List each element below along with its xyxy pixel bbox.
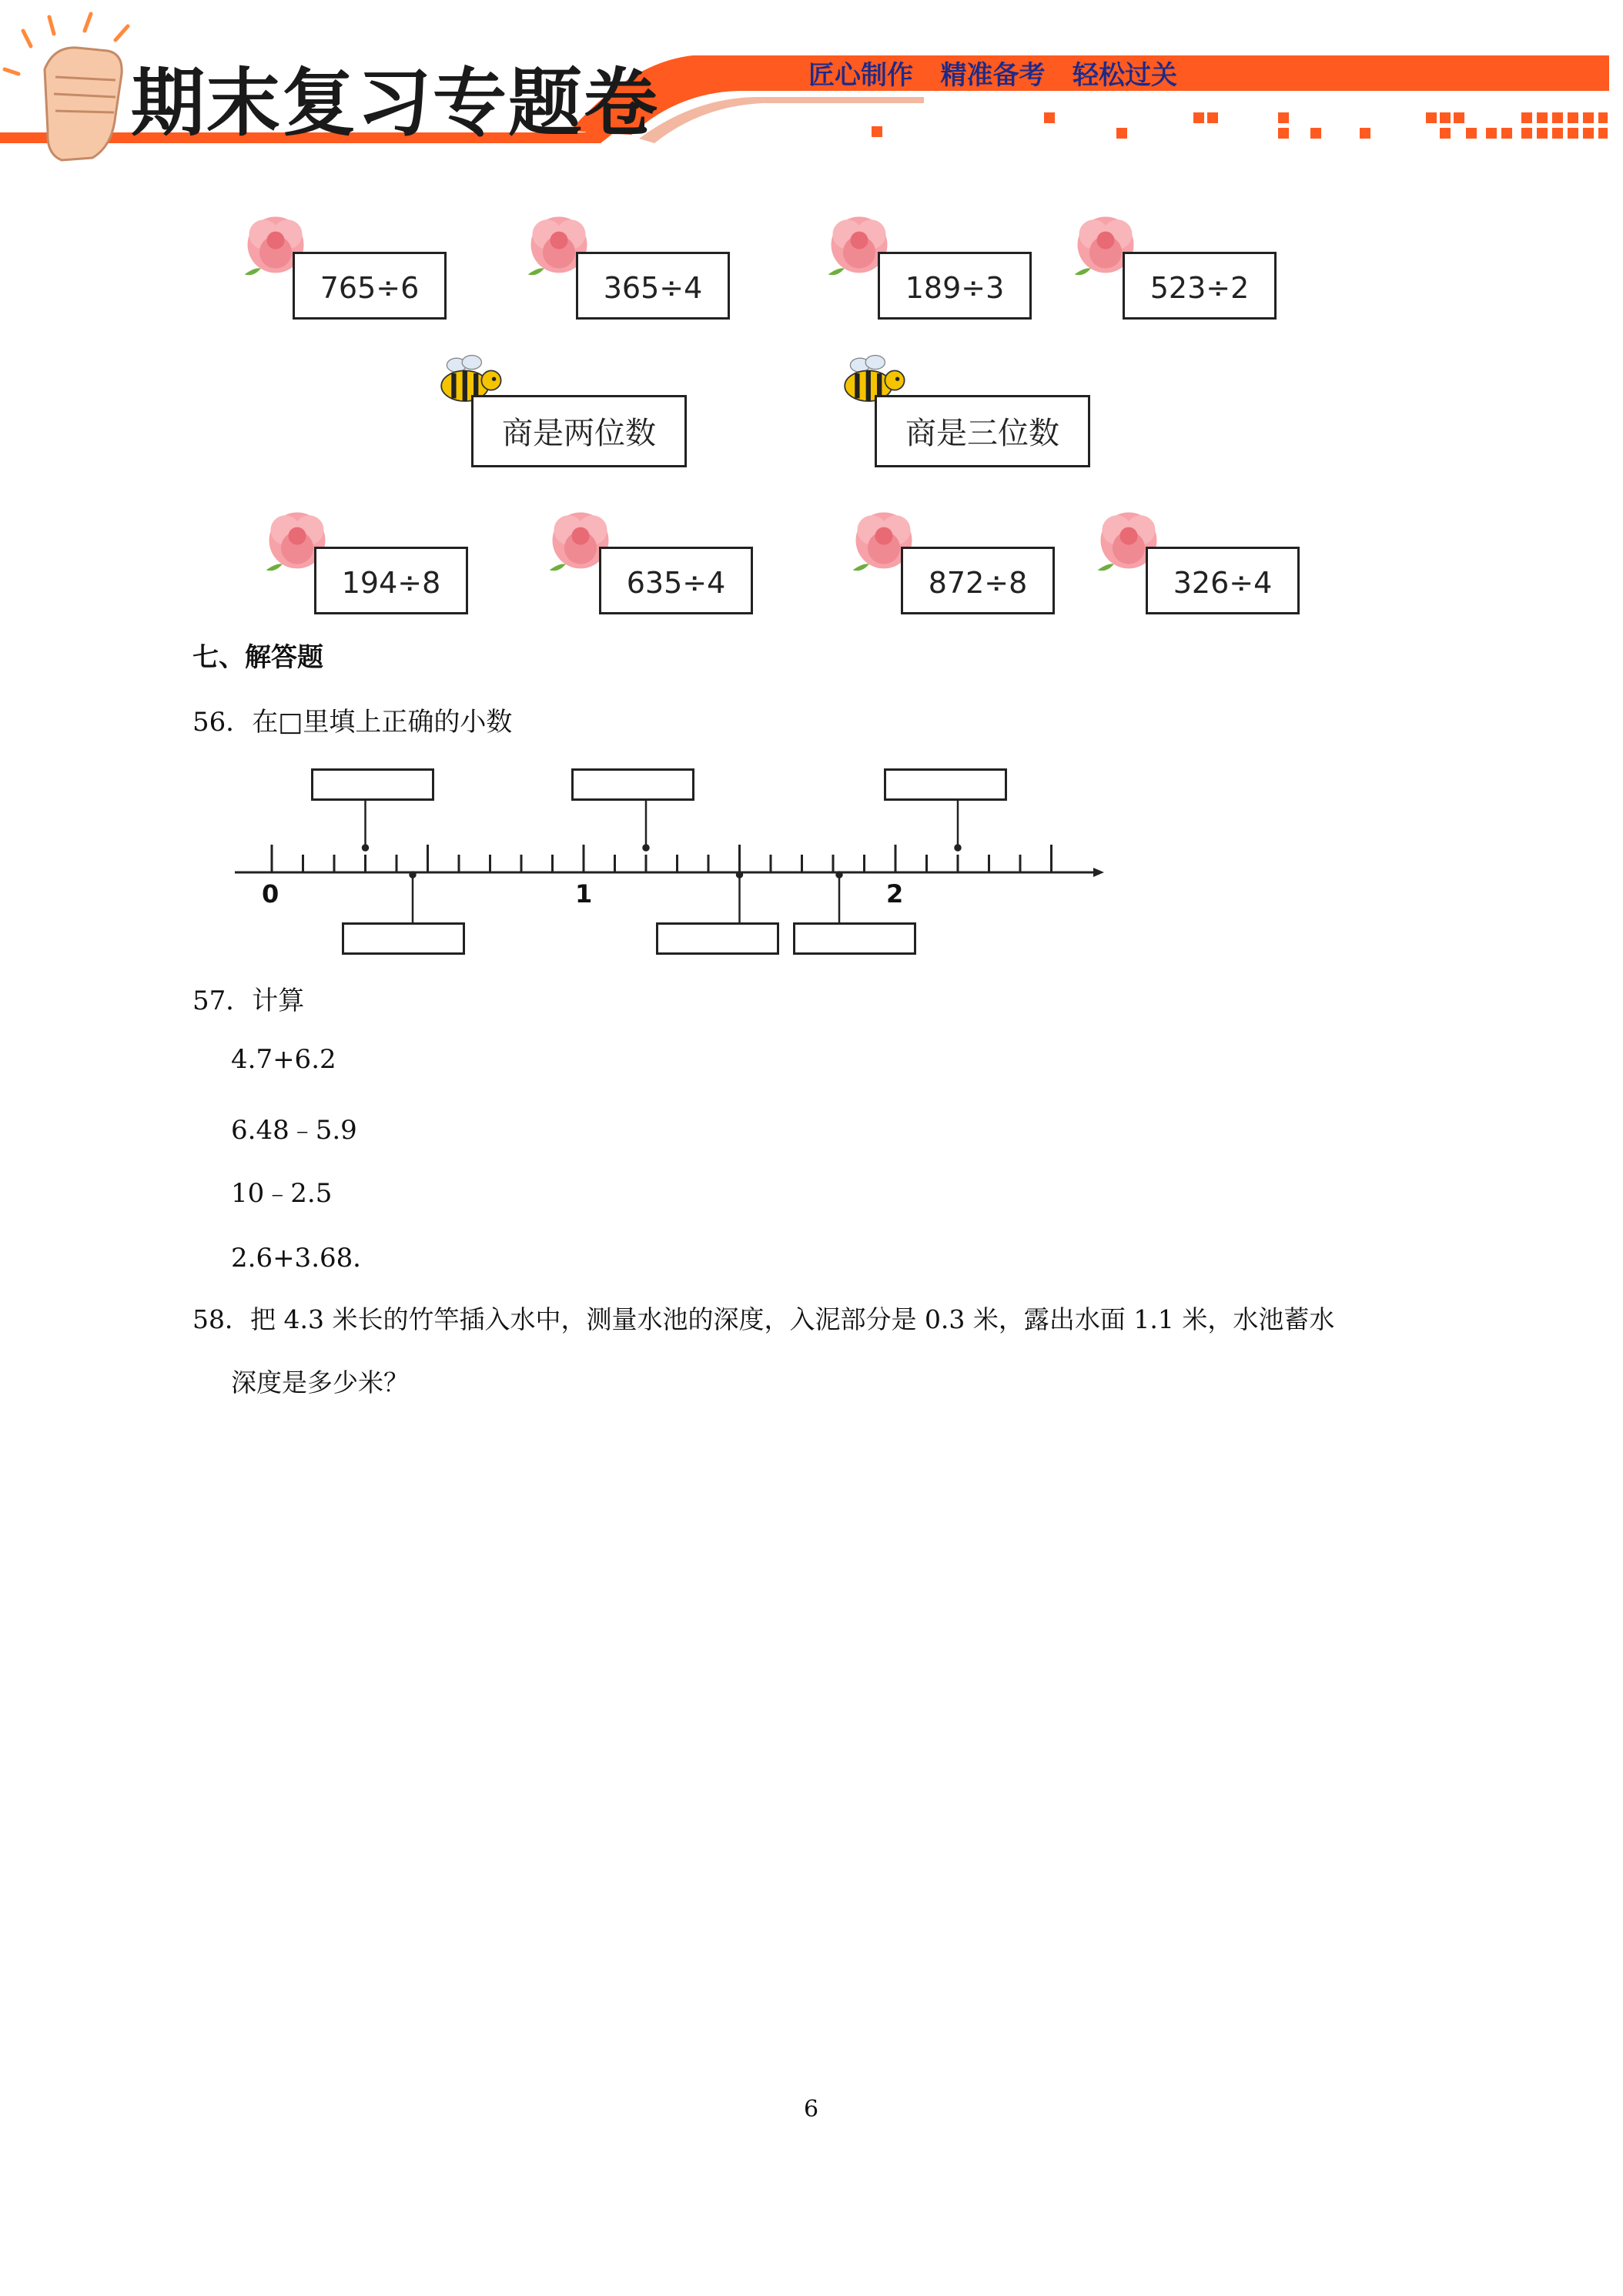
calc-item: 6.48﹣5.9 xyxy=(231,1115,357,1146)
division-problem: 326÷4 xyxy=(1146,547,1300,614)
division-problem: 365÷4 xyxy=(576,252,730,320)
division-problem: 523÷2 xyxy=(1123,252,1277,320)
quotient-group-three-digit: 商是三位数 xyxy=(875,395,1090,467)
calc-item: 2.6+3.68． xyxy=(231,1243,380,1274)
question-56: 56．在□里填上正确的小数 xyxy=(192,707,513,738)
number-line-label: 1 xyxy=(575,879,593,909)
question-57: 57．计算 xyxy=(192,986,305,1016)
number-line-label: 2 xyxy=(886,879,904,909)
question-58: 58．把 4.3 米长的竹竿插入水中，测量水池的深度，入泥部分是 0.3 米，露出水面 1.1 米，水池蓄水 xyxy=(192,1304,1335,1334)
answer-box[interactable] xyxy=(656,922,779,955)
division-problem: 194÷8 xyxy=(314,547,468,614)
calc-item: 4.7+6.2 xyxy=(231,1044,336,1075)
answer-box[interactable] xyxy=(571,768,694,801)
division-problem: 872÷8 xyxy=(901,547,1055,614)
number-line xyxy=(231,755,1109,962)
answer-box[interactable] xyxy=(342,922,465,955)
calc-item: 10﹣2.5 xyxy=(231,1178,333,1209)
division-problem: 635÷4 xyxy=(599,547,753,614)
page-number: 6 xyxy=(804,2096,819,2123)
answer-box[interactable] xyxy=(793,922,916,955)
header-slogan: 匠心制作 精准备考 轻松过关 xyxy=(808,60,1178,91)
page-header xyxy=(0,0,1623,177)
question-58-continued: 深度是多少米？ xyxy=(231,1367,409,1397)
section-heading: 七、解答题 xyxy=(192,642,323,673)
number-line-label: 0 xyxy=(262,879,279,909)
division-problem: 189÷3 xyxy=(878,252,1032,320)
quotient-group-two-digit: 商是两位数 xyxy=(471,395,687,467)
answer-box[interactable] xyxy=(311,768,434,801)
answer-box[interactable] xyxy=(884,768,1007,801)
division-problem: 765÷6 xyxy=(293,252,447,320)
header-title: 期末复习专题卷 xyxy=(131,60,659,146)
